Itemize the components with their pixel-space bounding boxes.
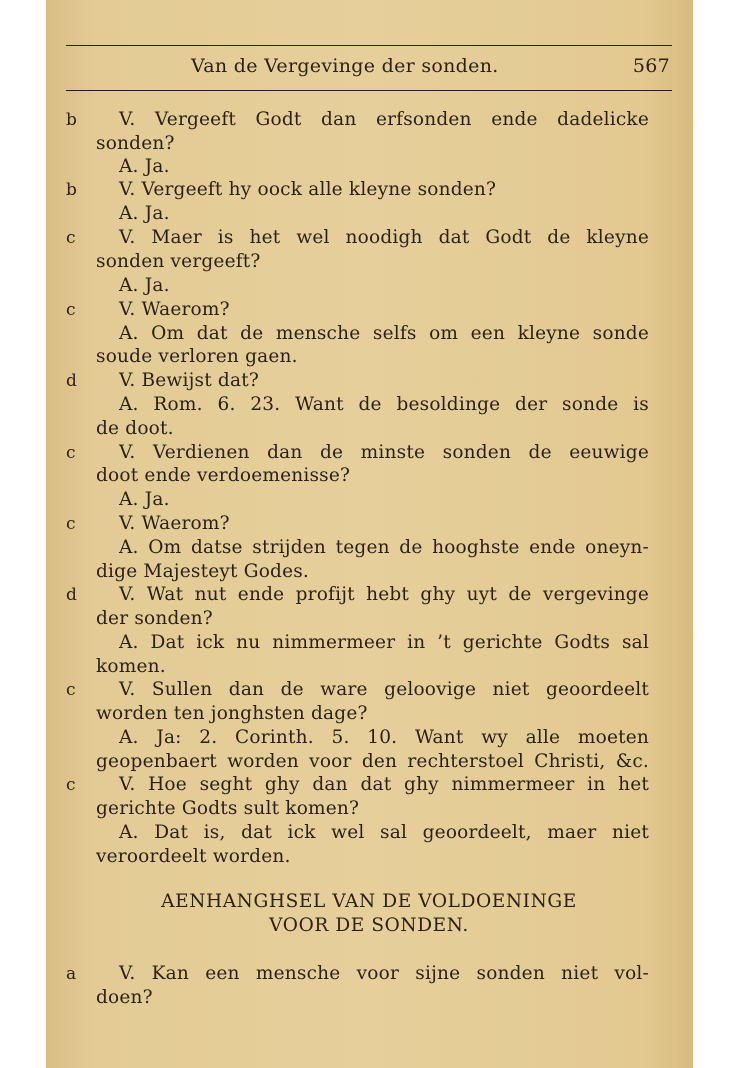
text-line: A. Ja. xyxy=(119,489,170,510)
text-line: V. Hoe seght ghy dan dat ghy nimmermeer in het xyxy=(119,774,649,795)
header-rule-top xyxy=(66,45,672,46)
header-rule-bottom xyxy=(66,90,672,91)
text-line: V. Bewijst dat? xyxy=(119,370,259,391)
text-line: veroordeelt worden. xyxy=(96,846,291,867)
text-line: sonden vergeeft? xyxy=(96,251,261,272)
text-line: V. Vergeeft hy oock alle kleyne sonden? xyxy=(119,179,497,200)
margin-mark: b xyxy=(66,110,77,130)
text-line: doot ende verdoemenisse? xyxy=(96,465,351,486)
text-line: V. Vergeeft Godt dan erfsonden ende dadelicke xyxy=(119,109,649,130)
margin-mark: c xyxy=(66,228,76,248)
appendix-heading-line2: VOOR DE SONDEN. xyxy=(269,915,469,936)
text-line: geopenbaert worden voor den rechterstoel Christi, &c. xyxy=(96,751,649,772)
margin-mark: c xyxy=(66,443,76,463)
text-line: V. Waerom? xyxy=(119,513,230,534)
text-line: doen? xyxy=(96,987,153,1008)
text-line: A. Ja. xyxy=(119,156,170,177)
appendix-heading-line1: AENHANGHSEL VAN DE VOLDOENINGE xyxy=(161,891,577,912)
text-line: der sonden? xyxy=(96,608,213,629)
text-line: A. Ja. xyxy=(119,275,170,296)
text-line: sonden? xyxy=(96,133,175,154)
text-line: A. Dat is, dat ick wel sal geoordeelt, maer niet xyxy=(119,822,649,843)
text-line: de doot. xyxy=(96,418,174,439)
text-line: V. Wat nut ende profijt hebt ghy uyt de vergevinge xyxy=(119,584,649,605)
running-title: Van de Vergevinge der sonden. xyxy=(191,55,499,77)
margin-mark: a xyxy=(66,964,77,984)
running-header xyxy=(66,55,672,83)
text-line: A. Ja. xyxy=(119,203,170,224)
text-line: V. Sullen dan de ware geloovige niet geoordeelt xyxy=(119,679,649,700)
text-line: A. Om dat de mensche selfs om een kleyne sonde xyxy=(119,323,649,344)
text-line: V. Kan een mensche voor sijne sonden niet vol- xyxy=(119,963,649,984)
margin-mark: c xyxy=(66,775,76,795)
text-line: dige Majesteyt Godes. xyxy=(96,561,310,582)
margin-mark: c xyxy=(66,514,76,534)
text-line: soude verloren gaen. xyxy=(96,346,298,367)
text-line: A. Ja: 2. Corinth. 5. 10. Want wy alle moeten xyxy=(119,727,649,748)
text-line: A. Om datse strijden tegen de hooghste ende oneyn- xyxy=(119,537,649,558)
margin-mark: d xyxy=(66,585,77,605)
text-line: V. Maer is het wel noodigh dat Godt de kleyne xyxy=(119,227,649,248)
text-line: A. Dat ick nu nimmermeer in ’t gerichte Godts sal xyxy=(119,632,649,653)
text-line: worden ten jonghsten dage? xyxy=(96,703,368,724)
text-line: gerichte Godts sult komen? xyxy=(96,798,360,819)
book-page xyxy=(46,0,693,1068)
text-line: A. Rom. 6. 23. Want de besoldinge der sonde is xyxy=(119,394,649,415)
margin-mark: c xyxy=(66,680,76,700)
text-line: V. Waerom? xyxy=(119,299,230,320)
margin-mark: c xyxy=(66,300,76,320)
page-number: 567 xyxy=(632,55,670,77)
margin-mark: d xyxy=(66,371,77,391)
text-line: V. Verdienen dan de minste sonden de eeuwige xyxy=(119,442,649,463)
text-line: komen. xyxy=(96,656,166,677)
margin-mark: b xyxy=(66,180,77,200)
